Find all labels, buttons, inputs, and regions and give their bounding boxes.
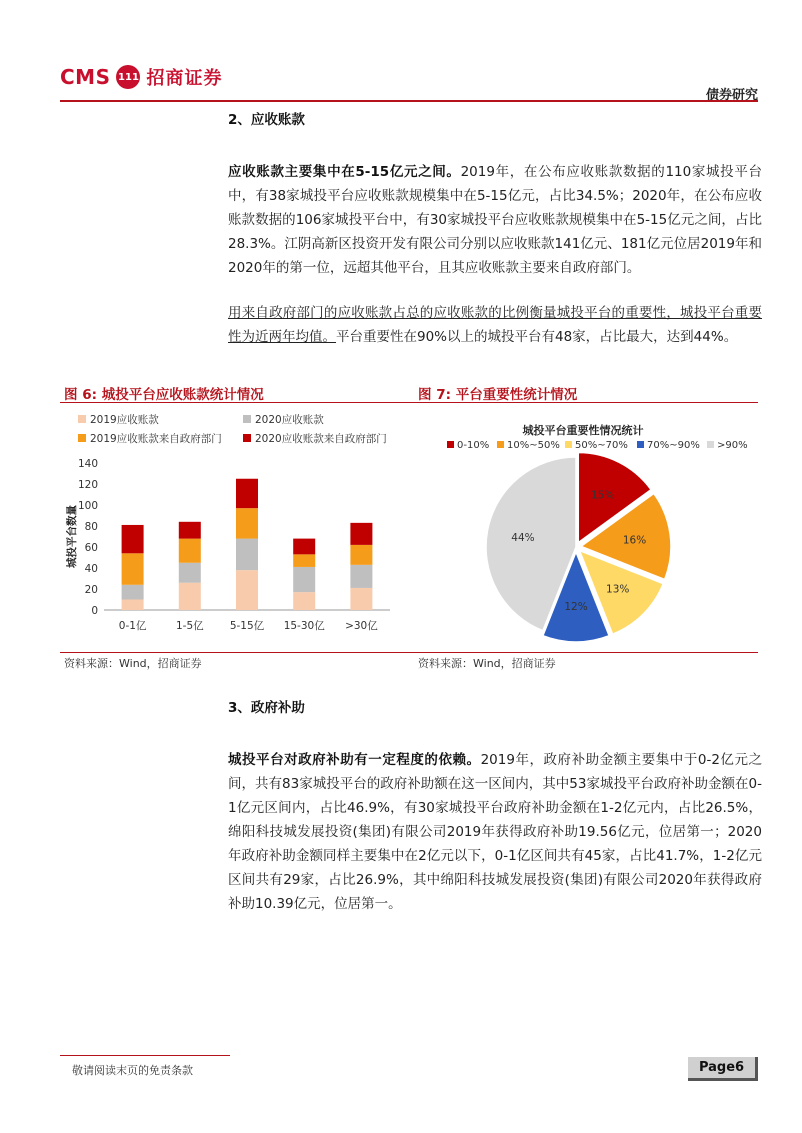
figure-7-source: 资料来源：Wind，招商证券 xyxy=(418,657,556,670)
bar-segment xyxy=(122,585,144,600)
legend-label: 2020应收账款来自政府部门 xyxy=(255,433,387,445)
pie-slice-label: 15% xyxy=(591,489,615,502)
y-tick-label: 100 xyxy=(77,500,98,512)
logo-emblem-icon: 111 xyxy=(116,65,140,89)
bar-segment xyxy=(236,508,258,538)
footer-divider xyxy=(60,1055,230,1056)
pie-slice-label: 13% xyxy=(606,583,630,596)
y-tick-label: 80 xyxy=(84,521,98,533)
bar-segment xyxy=(350,545,372,565)
paragraph-receivables-2 xyxy=(228,301,762,349)
x-tick-label: 0-1亿 xyxy=(118,620,147,632)
legend-swatch xyxy=(78,415,86,423)
legend-swatch xyxy=(707,441,714,448)
x-tick-label: 15-30亿 xyxy=(283,620,325,632)
bar-segment xyxy=(122,553,144,585)
legend-label: 50%~70% xyxy=(575,440,628,451)
section-title-receivables: 2、应收账款 xyxy=(228,112,305,128)
legend-label: 2019应收账款来自政府部门 xyxy=(90,433,222,445)
paragraph-lead-bold: 城投平台对政府补助有一定程度的依赖。 xyxy=(228,752,481,768)
bar-segment xyxy=(293,554,315,567)
paragraph-body: 2019年，政府补助金额主要集中于0-2亿元之间，共有83家城投平台的政府补助额在这一区间内，其中53家城投平台政府补助金额在0-1亿元区间内，占比46.9%，有30家城投平台政府补助金额在1-2亿元内，占比26.5%，绵阳科技城发展投资(集团)有限公司2019年获得政府补助19.56亿元，位居第一；2020年政府补助金额同样主要集中在2亿元以下，0-1亿区间共有45家，占比41.7%，1-2亿元区间共有29家，占比26.9%，其中绵阳科技城发展投资(集团)有限公司2020年获得政府补助10.39亿元，位居第一。 xyxy=(228,752,762,912)
legend-label: >90% xyxy=(717,440,748,451)
y-tick-label: 120 xyxy=(77,479,98,491)
bar-segment xyxy=(293,567,315,592)
legend-label: 0-10% xyxy=(457,440,490,451)
disclaimer-note: 敬请阅读末页的免责条款 xyxy=(72,1064,193,1077)
y-axis-label: 城投平台数量 xyxy=(66,505,78,568)
pie-chart-title: 城投平台重要性情况统计 xyxy=(522,424,644,437)
legend-label: 10%~50% xyxy=(507,440,560,451)
x-tick-label: 5-15亿 xyxy=(229,620,265,632)
company-logo xyxy=(60,62,222,92)
pie-slice-label: 12% xyxy=(564,601,588,613)
bar-segment xyxy=(236,479,258,508)
legend-swatch xyxy=(243,434,251,442)
legend-label: 70%~90% xyxy=(647,440,700,451)
bar-segment xyxy=(236,539,258,571)
bar-segment xyxy=(236,570,258,610)
logo-chinese-text: 招商证券 xyxy=(146,68,223,89)
paragraph-underlined-text: 用来自政府部门的应收账款占总的应收账款的比例衡量城投平台的重要性，城投平台重要性为近两年均值。 xyxy=(228,305,762,345)
legend-swatch xyxy=(565,441,572,448)
legend-swatch xyxy=(78,434,86,442)
bar-segment xyxy=(293,539,315,555)
report-category: 债券研究 xyxy=(705,88,758,103)
legend-swatch xyxy=(243,415,251,423)
platform-importance-pie-chart xyxy=(415,404,758,650)
y-tick-label: 40 xyxy=(84,563,98,575)
figure-6-source: 资料来源：Wind，招商证券 xyxy=(64,657,202,670)
paragraph-body: 2019年，在公布应收账款数据的110家城投平台中，有38家城投平台应收账款规模集中在5-15亿元，占比34.5%；2020年，在公布应收账款数据的106家城投平台中，有30家城投平台应收账款规模集中在5-15亿元之间，占比28.3%。江阴高新区投资开发有限公司分别以应收账款141亿元、181亿元位居2019年和2020年的第一位，远超其他平台，且其应收账款主要来自政府部门。 xyxy=(228,164,762,276)
bar-segment xyxy=(122,525,144,553)
y-tick-label: 140 xyxy=(77,458,98,470)
y-tick-label: 60 xyxy=(84,542,98,554)
bar-segment xyxy=(179,583,201,610)
bar-segment xyxy=(350,523,372,545)
x-tick-label: >30亿 xyxy=(345,620,378,632)
legend-label: 2020应收账款 xyxy=(255,414,324,426)
logo-cms-text: CMS xyxy=(60,65,111,89)
bar-segment xyxy=(293,592,315,610)
pie-slice-label: 44% xyxy=(511,531,535,544)
bar-segment xyxy=(350,588,372,610)
bar-segment xyxy=(179,539,201,563)
y-tick-label: 0 xyxy=(91,605,98,617)
legend-swatch xyxy=(447,441,454,448)
figure-7-title: 图 7: 平台重要性统计情况 xyxy=(418,387,578,403)
paragraph-subsidies-1 xyxy=(228,748,762,916)
figure-6-title: 图 6: 城投平台应收账款统计情况 xyxy=(64,387,264,403)
bar-segment xyxy=(350,565,372,588)
x-tick-label: 1-5亿 xyxy=(175,620,204,632)
paragraph-lead-bold: 应收账款主要集中在5-15亿元之间。 xyxy=(228,164,461,180)
figure-bottom-divider xyxy=(60,652,758,653)
legend-label: 2019应收账款 xyxy=(90,414,159,426)
bar-segment xyxy=(122,600,144,611)
page-number: Page6 xyxy=(688,1057,758,1081)
receivables-bar-chart xyxy=(60,404,405,650)
paragraph-body: 平台重要性在90%以上的城投平台有48家，占比最大，达到44%。 xyxy=(336,329,738,345)
section-title-subsidies: 3、政府补助 xyxy=(228,700,305,716)
figure-top-divider xyxy=(60,402,758,403)
pie-slice-label: 16% xyxy=(622,534,647,547)
legend-swatch xyxy=(497,441,504,448)
y-tick-label: 20 xyxy=(84,584,98,596)
paragraph-receivables-1 xyxy=(228,160,762,280)
header-divider xyxy=(60,100,758,102)
bar-segment xyxy=(179,563,201,583)
bar-segment xyxy=(179,522,201,539)
legend-swatch xyxy=(637,441,644,448)
